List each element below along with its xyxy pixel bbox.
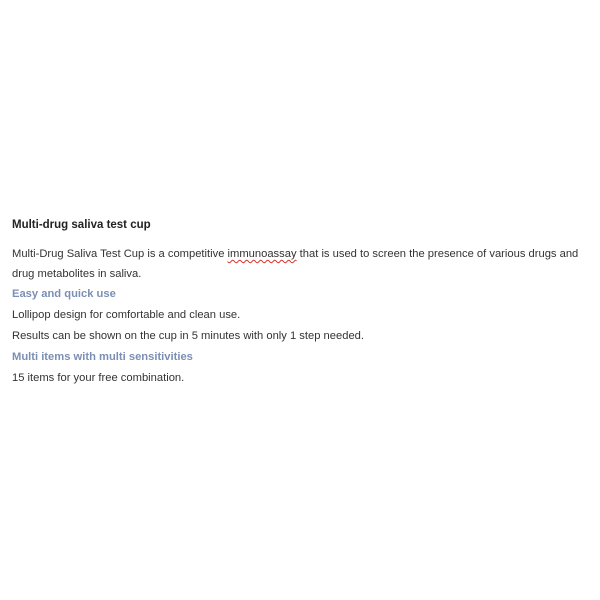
feature-line: Results can be shown on the cup in 5 minutes with only 1 step needed. [12,330,365,342]
intro-text-after: that is used to screen the presence of various drugs and drug metabolites in saliva. [12,248,579,280]
intro-paragraph [12,244,590,284]
spellcheck-word[interactable]: immunoassay [227,248,297,260]
feature-line: Lollipop design for comfortable and clean use. [12,309,241,321]
section-heading-multi-items: Multi items with multi sensitivities [12,351,193,363]
section-heading-easy-use: Easy and quick use [12,288,116,300]
product-title: Multi-drug saliva test cup [12,219,151,231]
intro-text-before: Multi-Drug Saliva Test Cup is a competitive [12,248,228,260]
feature-line: 15 items for your free combination. [12,372,185,384]
